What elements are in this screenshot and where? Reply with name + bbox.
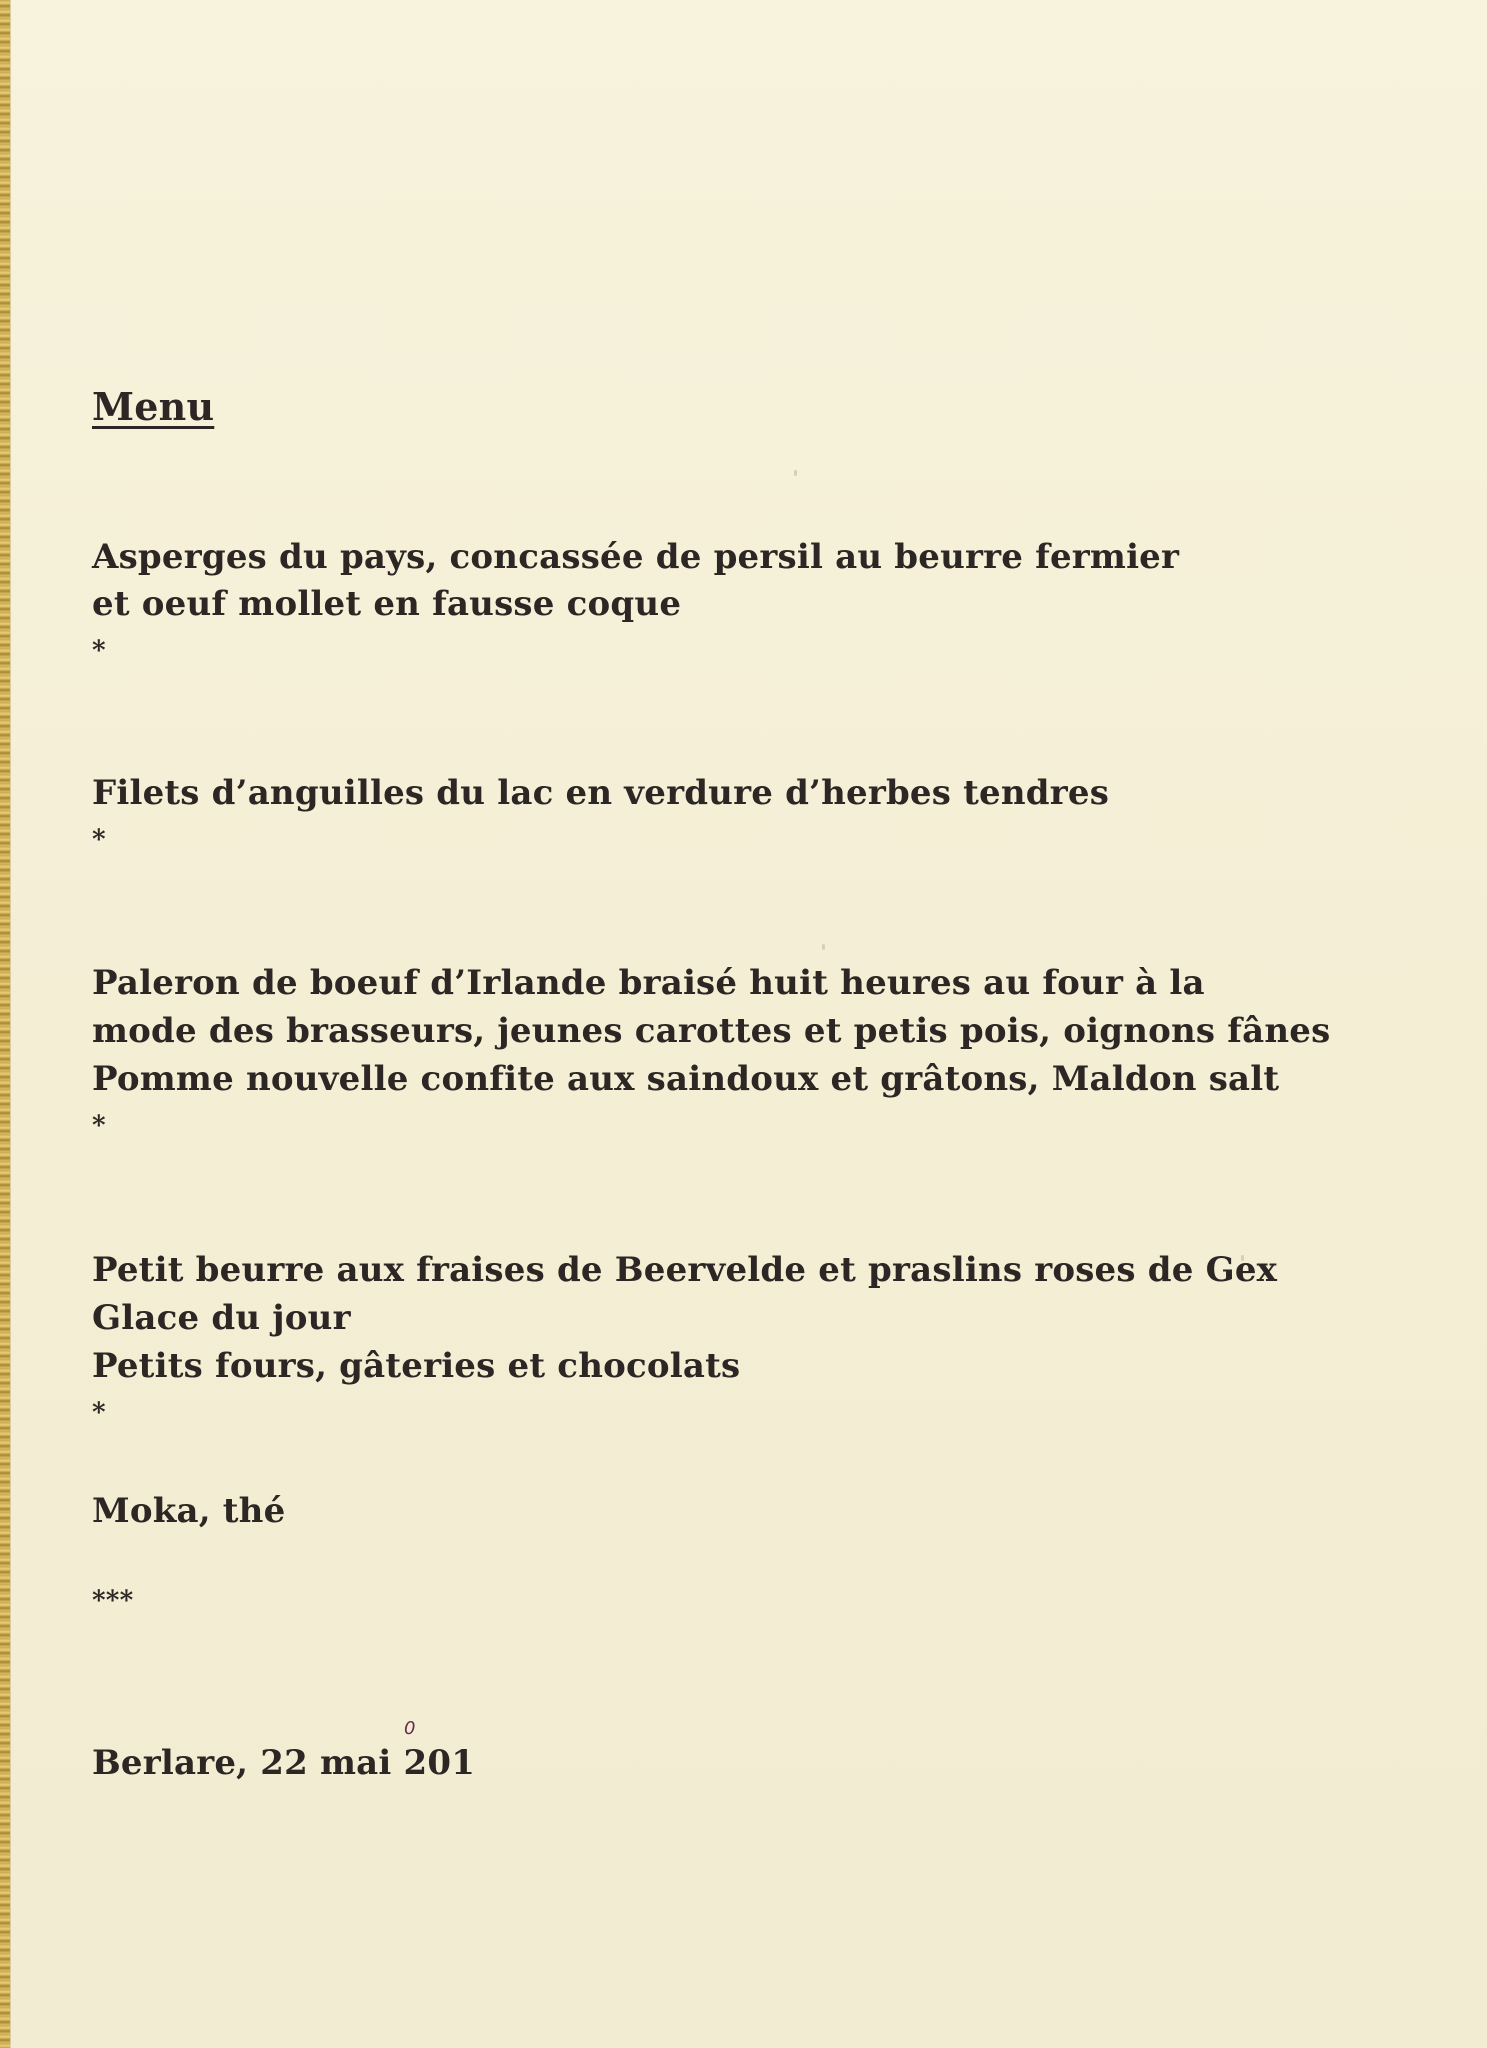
course-4-line-2: Glace du jour <box>92 1298 351 1338</box>
course-separator: * <box>92 1398 106 1428</box>
course-3-line-1: Paleron de boeuf d’Irlande braisé huit heures au four à la <box>92 963 1205 1003</box>
course-3-line-2: mode des brasseurs, jeunes carottes et petis pois, oignons fânes <box>92 1011 1331 1051</box>
gilt-edge <box>0 0 11 2048</box>
course-1-line-1: Asperges du pays, concassée de persil au beurre fermier <box>92 537 1180 577</box>
course-separator: * <box>92 636 106 666</box>
course-separator: * <box>92 1111 106 1141</box>
closing-separator: *** <box>92 1586 134 1616</box>
course-3-line-3: Pomme nouvelle confite aux saindoux et grâtons, Maldon salt <box>92 1059 1280 1099</box>
paper-speck <box>822 944 825 950</box>
course-separator: * <box>92 825 106 855</box>
paper-speck <box>794 470 797 476</box>
course-1-line-2: et oeuf mollet en fausse coque <box>92 584 682 624</box>
course-5-line-1: Moka, thé <box>92 1491 286 1531</box>
place-date: Berlare, 22 mai 201 <box>92 1743 476 1783</box>
handwritten-correction: 0 <box>404 1718 416 1739</box>
course-2-line-1: Filets d’anguilles du lac en verdure d’herbes tendres <box>92 773 1110 813</box>
menu-title: Menu <box>92 384 215 429</box>
course-4-line-1: Petit beurre aux fraises de Beervelde et praslins roses de Gex <box>92 1250 1278 1290</box>
course-4-line-3: Petits fours, gâteries et chocolats <box>92 1346 741 1386</box>
